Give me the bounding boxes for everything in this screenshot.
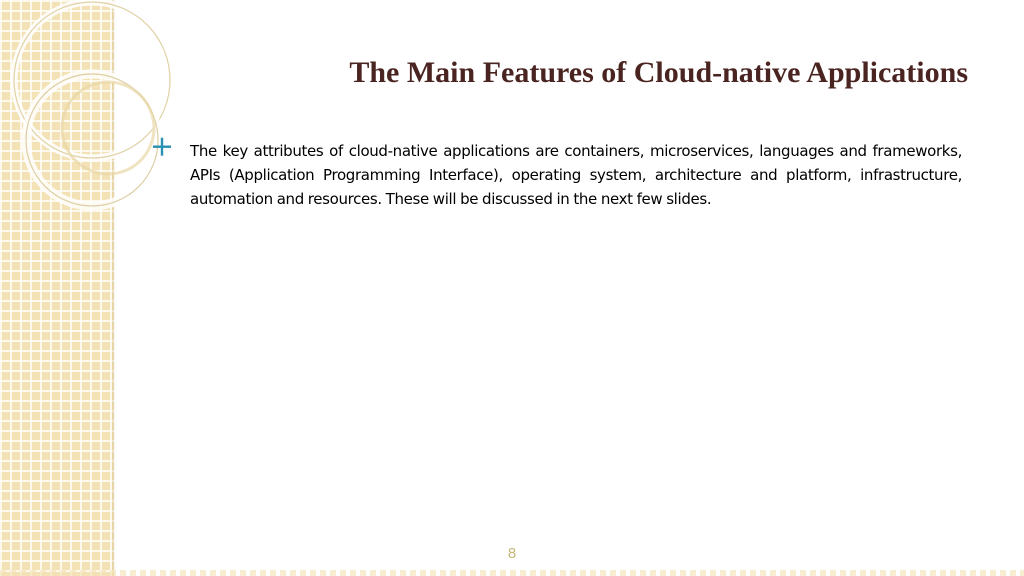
bullet-text: The key attributes of cloud-native applications are containers, microservices, languages and frameworks, APIs (Application Programming Interface), operating system, architecture and platform, infrastructure, automation and resources. These will be discussed in the next few slides. — [190, 142, 962, 208]
plus-icon — [150, 134, 176, 160]
page-number: 8 — [507, 545, 517, 562]
bottom-decorative-strip — [0, 570, 1024, 576]
decorative-circles-icon — [0, 0, 260, 260]
slide-title: The Main Features of Cloud-native Applications — [349, 56, 968, 89]
